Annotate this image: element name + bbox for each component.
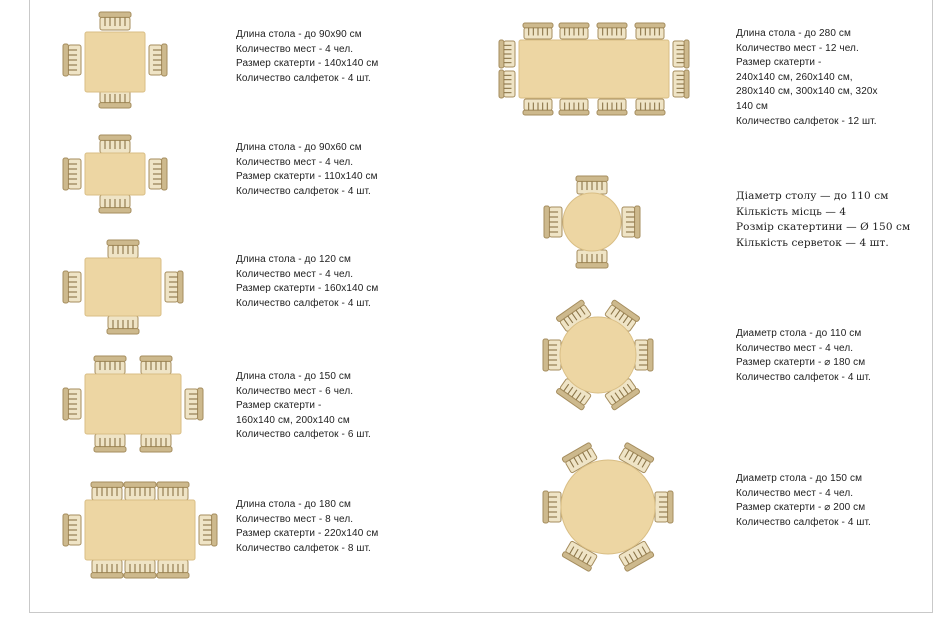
chair-icon bbox=[635, 339, 653, 371]
table-1-description bbox=[236, 28, 378, 86]
desc-line: Размер скатерти - bbox=[236, 400, 322, 412]
desc-line: Размер скатерти - 220x140 см bbox=[236, 528, 379, 540]
chair-icon bbox=[559, 23, 589, 39]
desc-line: Количество мест - 6 чел. bbox=[236, 385, 354, 397]
desc-line: Количество салфеток - 4 шт. bbox=[236, 297, 371, 309]
chair-icon bbox=[63, 44, 81, 76]
desc-line: Количество салфеток - 4 шт. bbox=[236, 72, 371, 84]
chair-icon bbox=[576, 250, 608, 268]
chair-icon bbox=[124, 482, 156, 500]
table-top bbox=[519, 40, 669, 98]
chair-icon bbox=[91, 560, 123, 578]
desc-line: Діаметр столу — до 110 см bbox=[736, 190, 889, 202]
desc-line: Количество салфеток - 6 шт. bbox=[236, 429, 371, 441]
desc-line: Количество мест - 4 чел. bbox=[236, 268, 354, 280]
table-rect-150-6-seats-diagram bbox=[60, 354, 206, 454]
desc-line: Количество мест - 4 чел. bbox=[736, 342, 854, 354]
desc-line: Размер скатерти - bbox=[736, 57, 822, 69]
chair-icon bbox=[63, 158, 81, 190]
table-2-description bbox=[236, 141, 378, 199]
chair-icon bbox=[635, 99, 665, 115]
table-9-description bbox=[736, 472, 871, 530]
desc-line: Длина стола - до 120 см bbox=[236, 254, 351, 265]
table-5-description bbox=[236, 498, 378, 556]
desc-line: Длина стола - до 280 см bbox=[736, 28, 851, 39]
chair-icon bbox=[576, 176, 608, 194]
desc-line: Диаметр стола - до 150 см bbox=[736, 473, 863, 484]
table-top bbox=[85, 258, 161, 316]
chair-icon bbox=[673, 70, 689, 98]
table-round-110-4-seats-diagram-b bbox=[540, 300, 656, 410]
chair-icon bbox=[149, 44, 167, 76]
chair-icon bbox=[199, 514, 217, 546]
desc-line: 280x140 см, 300x140 см, 320x bbox=[736, 86, 878, 98]
desc-line: Кількість серветок — 4 шт. bbox=[736, 236, 889, 249]
chair-icon bbox=[523, 23, 553, 39]
table-top bbox=[85, 500, 195, 560]
table-7-description bbox=[736, 189, 910, 251]
chair-icon bbox=[63, 514, 81, 546]
chair-icon bbox=[99, 195, 131, 213]
table-round-150-diagram bbox=[540, 444, 676, 570]
chair-icon bbox=[635, 23, 665, 39]
desc-line: Размер скатерти - ⌀ 200 см bbox=[736, 502, 866, 514]
chair-icon bbox=[165, 271, 183, 303]
chair-icon bbox=[107, 240, 139, 258]
desc-line: Количество мест - 12 чел. bbox=[736, 42, 859, 54]
chair-icon bbox=[99, 90, 131, 108]
desc-line: Количество салфеток - 4 шт. bbox=[236, 185, 371, 197]
table-rect-120-4-seats-diagram bbox=[60, 238, 186, 336]
desc-line: Размер скатерти - ⌀ 180 см bbox=[736, 357, 866, 369]
chair-icon bbox=[559, 99, 589, 115]
desc-line: 140 см bbox=[736, 100, 768, 112]
desc-line: Длина стола - до 150 см bbox=[236, 371, 351, 382]
table-top bbox=[561, 460, 655, 554]
desc-line: Длина стола - до 90x60 см bbox=[236, 142, 362, 153]
chair-icon bbox=[622, 206, 640, 238]
table-8-description bbox=[736, 327, 871, 385]
table-top bbox=[85, 153, 145, 195]
chair-icon bbox=[523, 99, 553, 115]
chair-icon bbox=[99, 12, 131, 30]
chair-icon bbox=[91, 482, 123, 500]
desc-line: Кількість місць — 4 bbox=[736, 205, 847, 218]
desc-line: Диаметр стола - до 110 см bbox=[736, 328, 862, 339]
table-top bbox=[560, 317, 636, 393]
chair-icon bbox=[673, 40, 689, 68]
chair-icon bbox=[543, 339, 561, 371]
table-6-description bbox=[736, 27, 878, 129]
chair-icon bbox=[63, 388, 81, 420]
table-top bbox=[85, 374, 181, 434]
chair-icon bbox=[99, 135, 131, 153]
chair-icon bbox=[597, 23, 627, 39]
desc-line: Количество салфеток - 8 шт. bbox=[236, 542, 371, 554]
chair-icon bbox=[94, 434, 126, 452]
desc-line: Количество мест - 8 чел. bbox=[236, 513, 354, 525]
chair-icon bbox=[157, 560, 189, 578]
desc-line: Количество мест - 4 чел. bbox=[236, 43, 354, 55]
chair-icon bbox=[157, 482, 189, 500]
table-3-description bbox=[236, 253, 378, 311]
chair-icon bbox=[543, 491, 561, 523]
desc-line: Длина стола - до 90x90 см bbox=[236, 29, 362, 40]
chair-icon bbox=[94, 356, 126, 374]
desc-line: 240x140 см, 260x140 см, bbox=[736, 71, 853, 83]
table-rect-280-12-seats-diagram bbox=[494, 20, 694, 118]
chair-icon bbox=[655, 491, 673, 523]
chair-icon bbox=[107, 316, 139, 334]
desc-line: Количество мест - 4 чел. bbox=[736, 487, 854, 499]
desc-line: Количество салфеток - 4 шт. bbox=[736, 516, 871, 528]
table-top bbox=[563, 193, 621, 251]
table-round-110-4-seats-diagram-a bbox=[540, 172, 644, 272]
chair-icon bbox=[140, 434, 172, 452]
desc-line: Длина стола - до 180 см bbox=[236, 499, 351, 510]
desc-line: 160x140 см, 200x140 см bbox=[236, 414, 350, 426]
chair-icon bbox=[149, 158, 167, 190]
chair-icon bbox=[499, 70, 515, 98]
table-4-description bbox=[236, 370, 371, 443]
desc-line: Количество салфеток - 12 шт. bbox=[736, 115, 877, 127]
chair-icon bbox=[63, 271, 81, 303]
table-top bbox=[85, 32, 145, 92]
chair-icon bbox=[597, 99, 627, 115]
table-square-4-seats-diagram bbox=[60, 8, 170, 112]
desc-line: Розмір скатертини — Ø 150 см bbox=[736, 221, 911, 233]
chair-icon bbox=[124, 560, 156, 578]
chair-icon bbox=[544, 206, 562, 238]
desc-line: Размер скатерти - 160x140 см bbox=[236, 283, 379, 295]
desc-line: Размер скатерти - 110x140 см bbox=[236, 171, 378, 183]
chair-icon bbox=[140, 356, 172, 374]
table-small-rect-4-seats-diagram bbox=[60, 133, 170, 215]
desc-line: Количество салфеток - 4 шт. bbox=[736, 371, 871, 383]
desc-line: Количество мест - 4 чел. bbox=[236, 156, 354, 168]
table-rect-180-8-seats-diagram bbox=[60, 480, 220, 580]
chair-icon bbox=[185, 388, 203, 420]
desc-line: Размер скатерти - 140x140 см bbox=[236, 58, 379, 70]
chair-icon bbox=[499, 40, 515, 68]
